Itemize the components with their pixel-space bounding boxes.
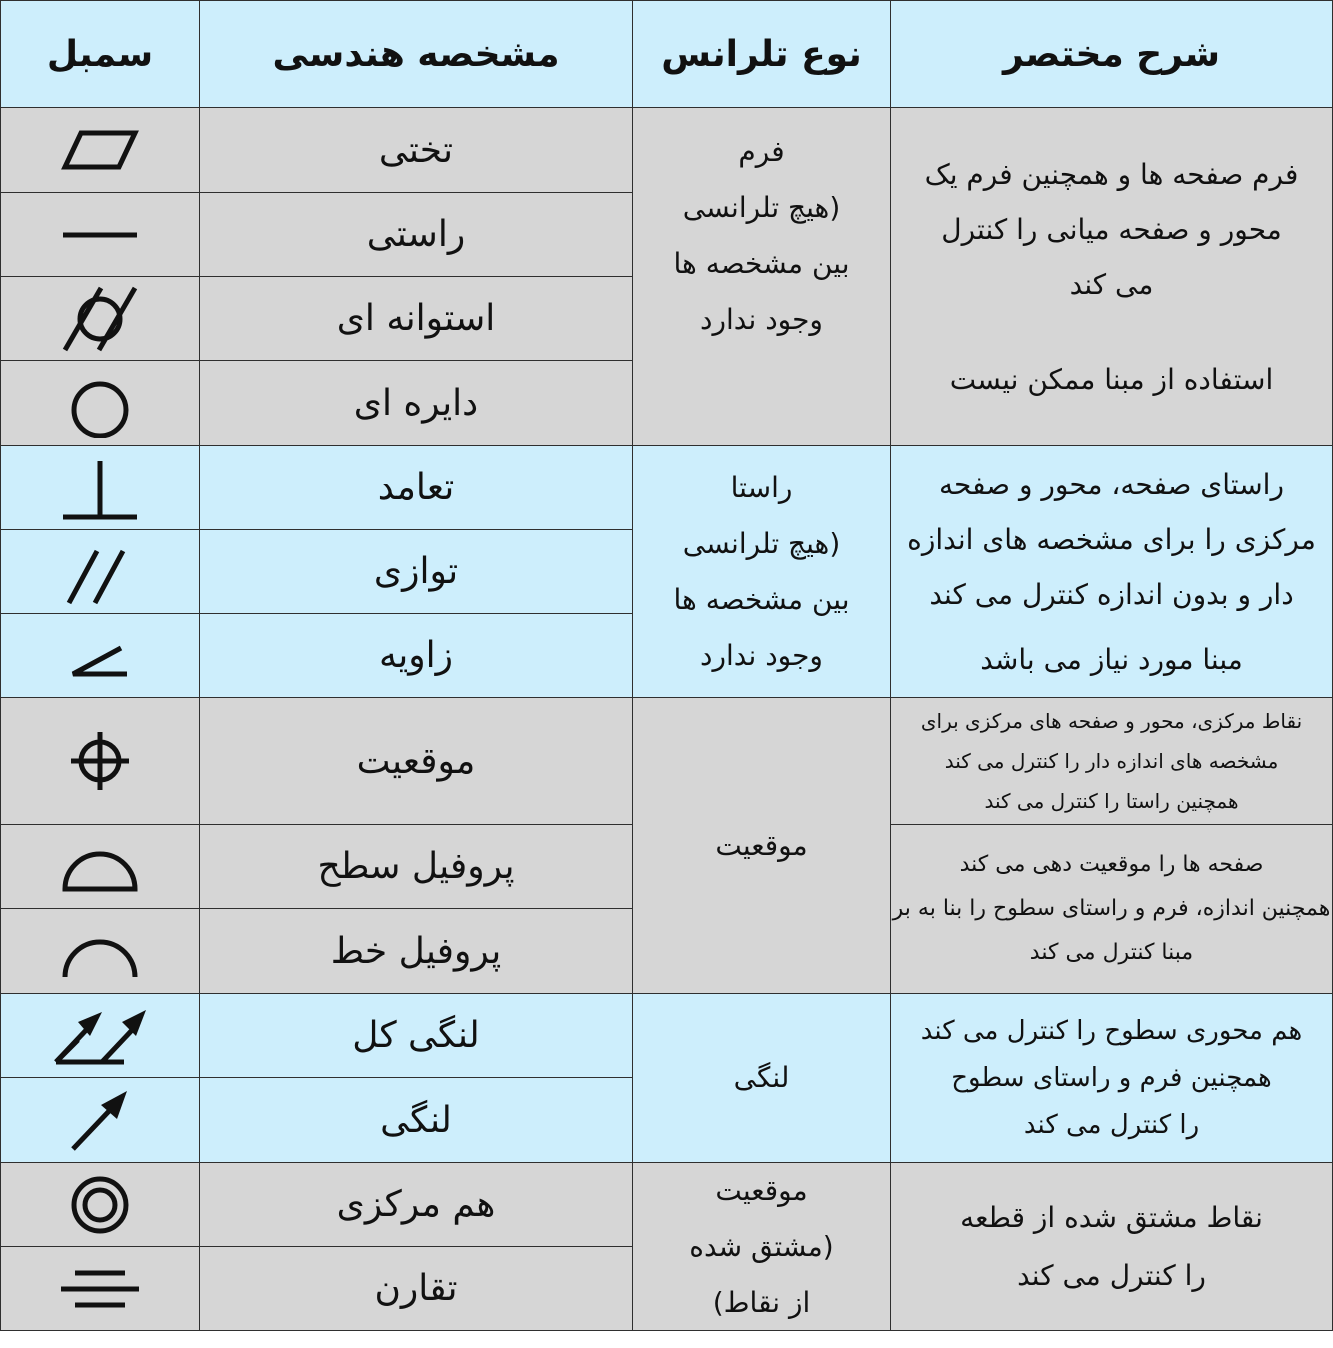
symbol-cell [0, 529, 200, 614]
position-icon [55, 716, 145, 806]
tolerance-type-form: فرم (هیچ تلرانسی بین مشخصه ها وجود ندارد [632, 107, 891, 446]
symbol-cell [0, 1162, 200, 1247]
header-description: شرح مختصر [890, 0, 1333, 108]
symbol-cell [0, 697, 200, 825]
tolerance-type-location: موقعیت [632, 697, 891, 994]
symbol-cell [0, 107, 200, 193]
line-profile-icon [55, 921, 145, 981]
characteristic-name: هم مرکزی [199, 1162, 633, 1247]
characteristic-name: تختی [199, 107, 633, 193]
tolerance-type-runout: لنگی [632, 993, 891, 1163]
characteristic-name: تعامد [199, 445, 633, 530]
symbol-cell [0, 192, 200, 277]
tolerance-type-orientation: راستا (هیچ تلرانسی بین مشخصه ها وجود ندارد [632, 445, 891, 698]
characteristic-name: توازی [199, 529, 633, 614]
symmetry-icon [55, 1259, 145, 1319]
perpendicularity-icon [55, 453, 145, 523]
characteristic-name: دایره ای [199, 360, 633, 446]
symbol-cell [0, 276, 200, 361]
straightness-icon [55, 225, 145, 245]
circular-runout-icon [55, 1085, 145, 1155]
cylindricity-icon [55, 284, 145, 354]
description-position: نقاط مرکزی، محور و صفحه های مرکزی برای مشخصه های اندازه دار را کنترل می کند همچنین راستا را کنترل می کند [890, 697, 1333, 825]
characteristic-name: لنگی [199, 1077, 633, 1163]
surface-profile-icon [55, 837, 145, 897]
characteristic-name: راستی [199, 192, 633, 277]
angularity-icon [55, 626, 145, 686]
symbol-cell [0, 360, 200, 446]
characteristic-name: پروفیل سطح [199, 824, 633, 909]
description-form: فرم صفحه ها و همچنین فرم یک محور و صفحه میانی را کنترل می کند استفاده از مبنا ممکن نیست [890, 107, 1333, 446]
flatness-icon [55, 125, 145, 175]
header-tolerance-type: نوع تلرانس [632, 0, 891, 108]
concentricity-icon [55, 1170, 145, 1240]
characteristic-name: استوانه ای [199, 276, 633, 361]
parallelism-icon [55, 537, 145, 607]
header-characteristic: مشخصه هندسی [199, 0, 633, 108]
description-runout: هم محوری سطوح را کنترل می کند همچنین فرم و راستای سطوح را کنترل می کند [890, 993, 1333, 1163]
characteristic-name: موقعیت [199, 697, 633, 825]
description-profile: صفحه ها را موقعیت دهی می کند همچنین اندازه، فرم و راستای سطوح را بنا به بر مبنا کنترل می کند [890, 824, 1333, 994]
description-orientation: راستای صفحه، محور و صفحه مرکزی را برای مشخصه های اندازه دار و بدون اندازه کنترل می کند مبنا مورد نیاز می باشد [890, 445, 1333, 698]
characteristic-name: تقارن [199, 1246, 633, 1331]
circularity-icon [55, 368, 145, 438]
header-symbol: سمبل [0, 0, 200, 108]
symbol-cell [0, 1246, 200, 1331]
symbol-cell [0, 908, 200, 994]
symbol-cell [0, 824, 200, 909]
symbol-cell [0, 445, 200, 530]
characteristic-name: زاویه [199, 613, 633, 698]
characteristic-name: پروفیل خط [199, 908, 633, 994]
tolerance-type-derived-location: موقعیت (مشتق شده از نقاط) [632, 1162, 891, 1331]
symbol-cell [0, 993, 200, 1078]
symbol-cell [0, 1077, 200, 1163]
total-runout-icon [50, 1004, 150, 1068]
symbol-cell [0, 613, 200, 698]
characteristic-name: لنگی کل [199, 993, 633, 1078]
description-derived: نقاط مشتق شده از قطعه را کنترل می کند [890, 1162, 1333, 1331]
